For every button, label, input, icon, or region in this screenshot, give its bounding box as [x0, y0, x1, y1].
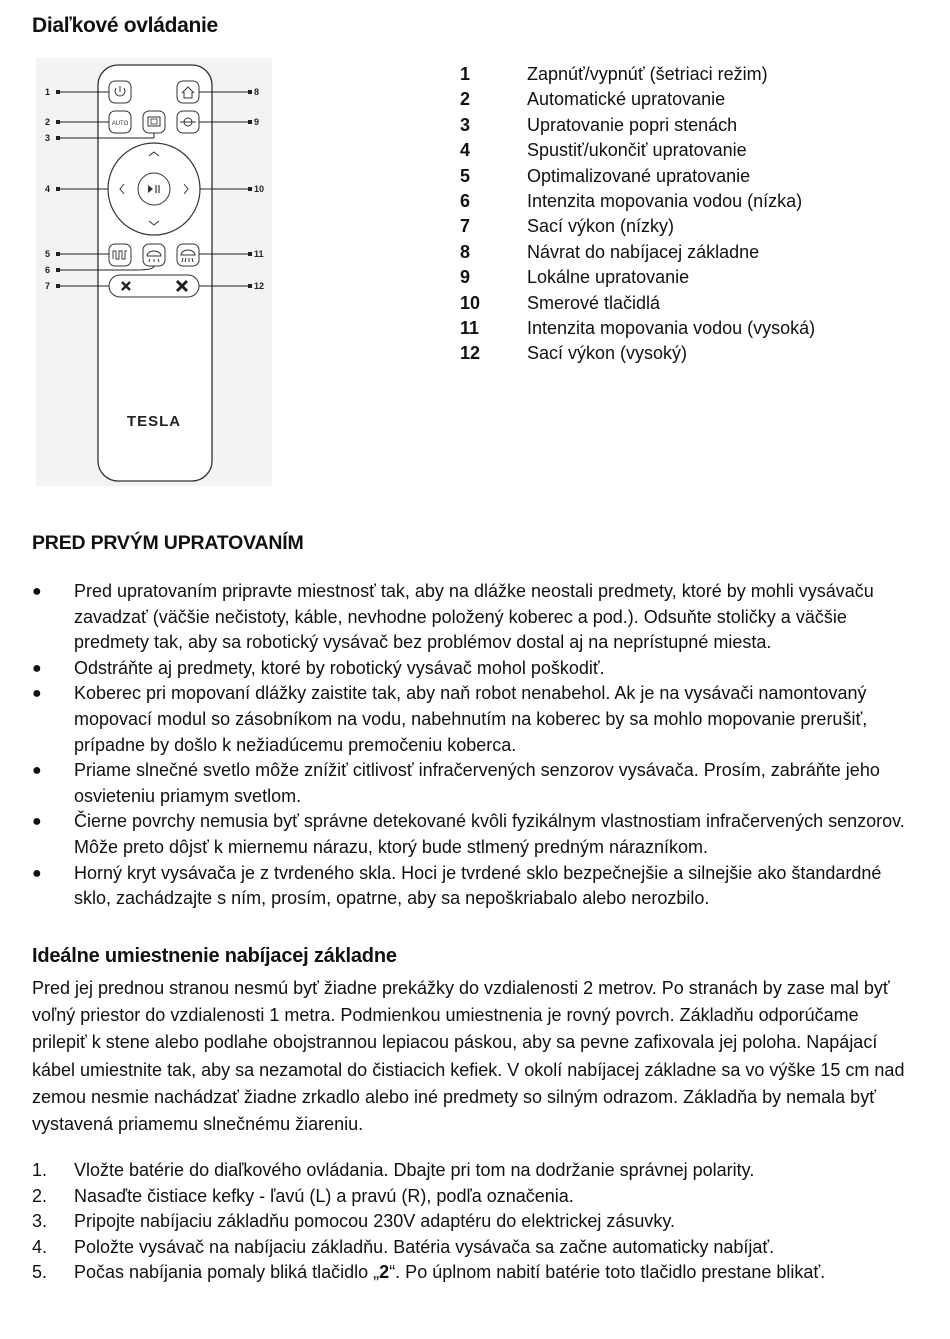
legend-item: 1 Zapnúť/vypnúť (šetriaci režim): [460, 64, 768, 84]
legend-item: 8 Návrat do nabíjacej základne: [460, 241, 760, 262]
suction-power-button-icon: [109, 275, 199, 297]
svg-text:1: 1: [45, 87, 51, 97]
svg-text:4: 4: [45, 184, 51, 194]
list-item: ● Horný kryt vysávača je z tvrdeného skla. Hoci je tvrdené sklo bezpečnejšie a silnejšie ako štandardné sklo, zachádzajte s ním, prosím, opatrne, aby sa nepoškriabalo alebo nerozbilo.: [32, 862, 882, 909]
svg-text:8: 8: [254, 87, 260, 97]
legend-item: 3 Upratovanie popri stenách: [460, 114, 738, 135]
legend-item: 11 Intenzita mopovania vodou (vysoká): [460, 317, 816, 338]
svg-text:5: 5: [45, 249, 51, 259]
bullet-icon: ●: [32, 685, 42, 703]
before-first-cleaning-title: PRED PRVÝM UPRATOVANÍM: [32, 532, 304, 554]
list-item: 3. Pripojte nabíjaciu základňu pomocou 230V adaptéru do elektrickej zásuvky.: [32, 1211, 676, 1232]
svg-text:2: 2: [45, 117, 51, 127]
legend-item: 10 Smerové tlačidlá: [460, 292, 661, 313]
remote-legend: [460, 62, 815, 367]
remote-control-illustration: [36, 58, 272, 486]
svg-text:7: 7: [45, 281, 51, 291]
bullet-icon: ●: [32, 762, 42, 780]
before-cleaning-list: [32, 579, 912, 912]
svg-text:9: 9: [254, 117, 260, 127]
list-item: 4. Položte vysávač na nabíjaciu základňu. Batéria vysávača sa začne automaticky nabíjať.: [32, 1236, 775, 1257]
auto-button-icon: [109, 111, 131, 133]
legend-item: 5 Optimalizované upratovanie: [460, 165, 751, 186]
remote-section-title: Diaľkové ovládanie: [32, 14, 218, 37]
direction-pad-icon: [108, 143, 200, 235]
svg-text:6: 6: [45, 265, 51, 275]
power-button-icon: [109, 81, 131, 103]
bullet-icon: ●: [32, 583, 42, 600]
water-high-button-icon: [177, 244, 199, 266]
svg-text:10: 10: [254, 184, 265, 194]
bullet-icon: ●: [32, 813, 42, 831]
svg-text:12: 12: [254, 281, 265, 291]
water-low-button-icon: [143, 244, 165, 266]
list-item: ● Pred upratovaním pripravte miestnosť tak, aby na dlážke neostali predmety, ktoré by mohli vysávaču zavadzať (väčšie nečistoty, káble, nevhodne položený koberec a pod.). Odsuňte stoličky a väčšie predmety tak, aby sa robotický vysávač bez problémov dostal aj na neprístupné miesta.: [32, 581, 874, 653]
bullet-icon: ●: [32, 864, 42, 882]
legend-item: 12 Sací výkon (vysoký): [460, 343, 688, 364]
list-item: ● Čierne povrchy nemusia byť správne detekované kvôli fyzikálnym vlastnostiam infračervených senzorov. Môže preto dôjsť k miernemu nárazu, ktorý bude stlmený predným nárazníkom.: [32, 811, 905, 857]
tesla-logo: TESLA: [126, 413, 182, 430]
optimized-cleaning-button-icon: [109, 244, 131, 266]
list-item: ● Priame slnečné svetlo môže znížiť citlivosť infračervených senzorov vysávača. Prosím, zabráňte jeho osvieteniu priamym svetlom.: [32, 760, 880, 806]
svg-text:3: 3: [45, 133, 51, 143]
legend-item: 2 Automatické upratovanie: [460, 89, 726, 110]
setup-steps-list: [32, 1158, 912, 1286]
base-placement-paragraph: Pred jej prednou stranou nesmú byť žiadne prekážky do vzdialenosti 2 metrov. Po stranách by zase mal byť voľný priestor do vzdialenosti 1 metra. Podmienkou umiestnenia je rovný povrch. Základňu odporúčame prilepiť k stene alebo podlahe obojstrannou lepiacou páskou, aby sa pevne zafixovala jej poloha. Napájací kábel umiestnite tak, aby sa nezamotal do čistiacich kefiek. V okolí nabíjacej základne sa vo výške 15 cm nad zemou nesmie nachádzať žiadne zrkadlo alebo iné predmety so silným odrazom. Základňa by nemala byť vystavená priamemu slnečnému žiareniu.: [32, 978, 905, 1135]
legend-item: 6 Intenzita mopovania vodou (nízka): [460, 190, 803, 211]
spot-cleaning-button-icon: [177, 111, 199, 133]
svg-text:11: 11: [254, 249, 264, 259]
edge-cleaning-button-icon: [143, 111, 165, 133]
list-item: ● Odstráňte aj predmety, ktoré by robotický vysávač mohol poškodiť.: [32, 656, 912, 682]
home-button-icon: [177, 81, 199, 103]
legend-item: 7 Sací výkon (nízky): [460, 216, 675, 237]
legend-item: 9 Lokálne upratovanie: [460, 267, 690, 288]
list-item: 5. Počas nabíjania pomaly bliká tlačidlo „2“. Po úplnom nabití batérie toto tlačidlo prestane blikať.: [32, 1262, 826, 1283]
list-item: 1. Vložte batérie do diaľkového ovládania. Dbajte pri tom na dodržanie správnej polarity.: [32, 1160, 755, 1180]
base-placement-title: Ideálne umiestnenie nabíjacej základne: [32, 945, 397, 967]
legend-item: 4 Spustiť/ukončiť upratovanie: [460, 140, 747, 161]
list-item: ● Koberec pri mopovaní dlážky zaistite tak, aby naň robot nenabehol. Ak je na vysávači namontovaný mopovací modul so zásobníkom na vodu, nabehnutím na koberec by sa mohlo mopovanie prerušiť, prípadne by došlo k nežiadúcemu premočeniu koberca.: [32, 683, 868, 755]
svg-text:AUTO: AUTO: [111, 121, 129, 127]
bullet-icon: ●: [32, 659, 42, 677]
list-item: 2. Nasaďte čistiace kefky - ľavú (L) a pravú (R), podľa označenia.: [32, 1185, 574, 1206]
